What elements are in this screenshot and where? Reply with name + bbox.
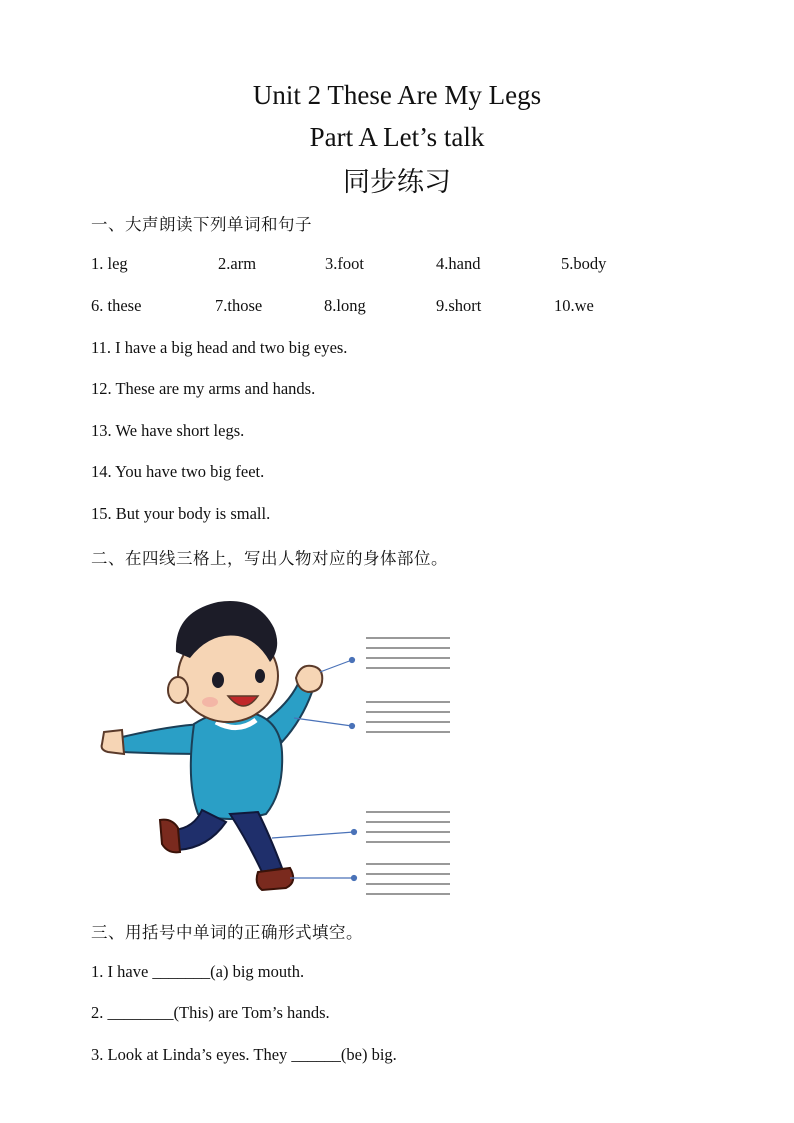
word-item: 3.foot	[325, 254, 364, 273]
title-line-2: Part A Let’s talk	[309, 122, 485, 152]
writing-grid-arm	[366, 702, 450, 732]
title-line-3: 同步练习	[343, 167, 451, 198]
fill-blank-item: 1. I have _______(a) big mouth.	[91, 962, 305, 981]
section-1-heading: 一、大声朗读下列单词和句子	[91, 215, 312, 234]
writing-grids	[366, 638, 450, 894]
word-item: 4.hand	[436, 254, 481, 273]
word-item: 9.short	[436, 296, 482, 315]
writing-grid-leg	[366, 812, 450, 842]
word-item: 7.those	[215, 296, 263, 315]
fill-blank-item: 2. ________(This) are Tom’s hands.	[91, 1003, 330, 1022]
sentence-item: 12. These are my arms and hands.	[91, 379, 316, 398]
sentence-item: 13. We have short legs.	[91, 421, 245, 440]
boy-illustration	[98, 592, 458, 898]
word-item: 8.long	[324, 296, 366, 315]
sentence-item: 11. I have a big head and two big eyes.	[91, 338, 348, 357]
word-item: 6. these	[91, 296, 142, 315]
word-item: 2.arm	[218, 254, 257, 273]
title-line-1: Unit 2 These Are My Legs	[252, 80, 542, 110]
section-3-heading: 三、用括号中单词的正确形式填空。	[91, 923, 363, 942]
fill-blank-item: 3. Look at Linda’s eyes. They ______(be) big.	[91, 1045, 397, 1064]
word-item: 10.we	[554, 296, 594, 315]
section-2-heading: 二、在四线三格上，写出人物对应的身体部位。	[91, 549, 448, 568]
legs	[160, 810, 293, 890]
head	[168, 601, 278, 722]
writing-grid-foot	[366, 864, 450, 894]
word-item: 5.body	[561, 254, 607, 273]
word-item: 1. leg	[91, 254, 128, 273]
sentence-item: 15. But your body is small.	[91, 504, 271, 523]
sentence-item: 14. You have two big feet.	[91, 462, 265, 481]
writing-grid-hand	[366, 638, 450, 668]
